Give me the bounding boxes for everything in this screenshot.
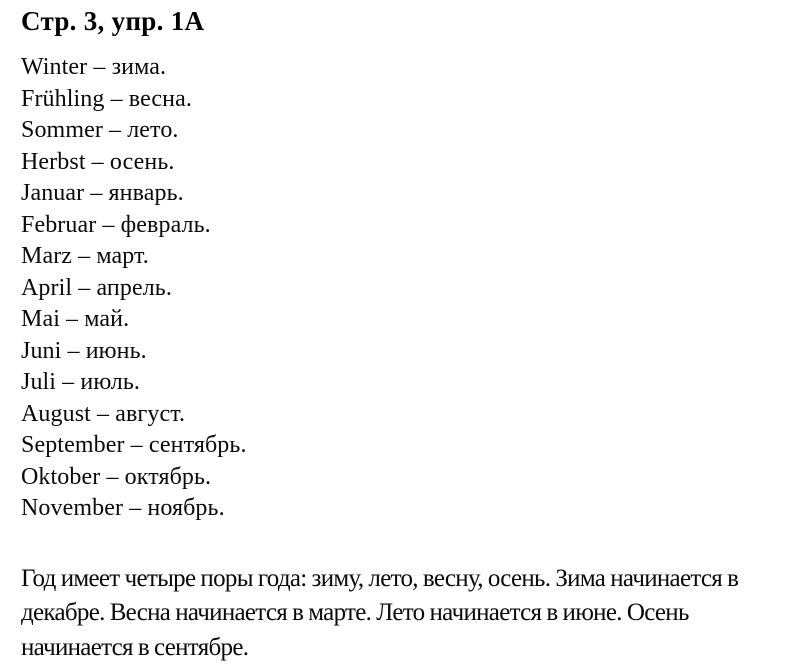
- vocab-line-februar: Februar – февраль.: [21, 211, 211, 238]
- vocab-line-juli: Juli – июль.: [21, 369, 140, 395]
- vocab-line-oktober: Oktober – октябрь.: [21, 463, 212, 490]
- vocab-line-fruehling: Frühling – весна.: [21, 85, 192, 112]
- vocab-line-mai: Mai – май.: [21, 306, 130, 332]
- vocab-line-marz: Marz – март.: [21, 243, 149, 269]
- vocab-line-april: April – апрель.: [21, 274, 172, 301]
- vocab-line-juni: Juni – июнь.: [21, 337, 147, 364]
- vocab-line-september: September – сентябрь.: [21, 432, 247, 458]
- vocab-line-august: August – август.: [21, 400, 186, 427]
- summary-paragraph: Год имеет четыре поры года: зиму, лето, весну, осень. Зима начинается в декабре. Весна начинается в марте. Лето начинается в июне. Осень начинается в сентябре.: [21, 564, 739, 661]
- vocab-line-sommer: Sommer – лето.: [21, 117, 179, 143]
- vocab-line-herbst: Herbst – осень.: [21, 148, 175, 175]
- vocab-line-januar: Januar – январь.: [21, 180, 184, 206]
- vocab-line-winter: Winter – зима.: [21, 54, 167, 80]
- vocab-line-november: November – ноябрь.: [21, 495, 225, 521]
- vocab-list: [21, 52, 782, 525]
- page-title: Стр. 3, упр. 1А: [21, 6, 205, 36]
